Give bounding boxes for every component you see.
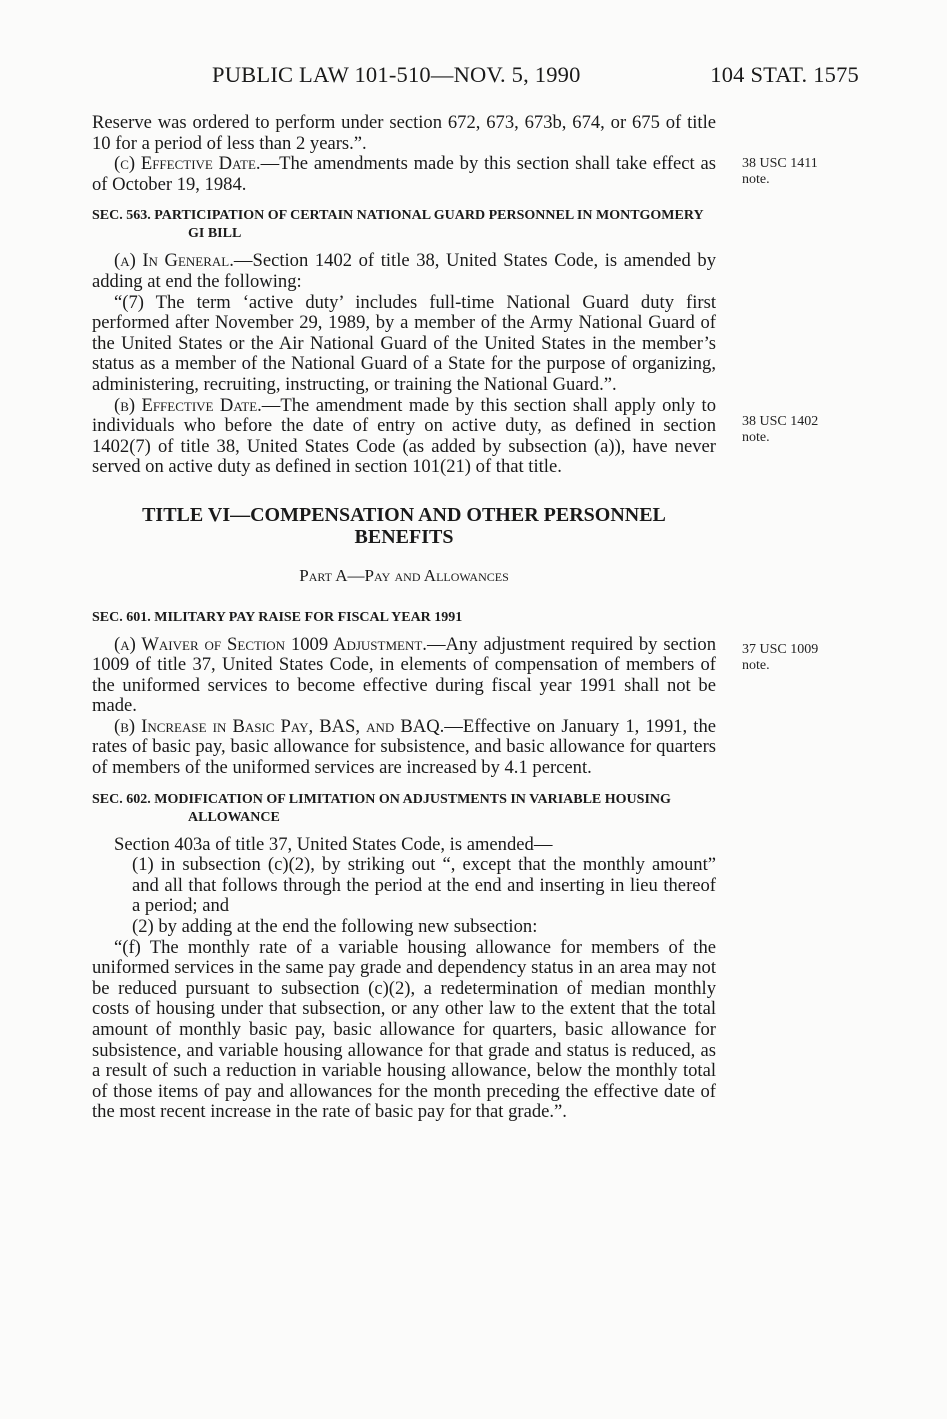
- paragraph-section-403a: Section 403a of title 37, United States Code, is amended—: [114, 833, 553, 855]
- section-heading-563: SEC. 563. PARTICIPATION OF CERTAIN NATIONAL GUARD PERSONNEL IN MONTGOMERY GI BILL: [92, 208, 704, 242]
- page-number: 104 STAT. 1575: [710, 62, 859, 87]
- paragraph-in-general: (a) In General.—Section 1402 of title 38, United States Code, is amended by adding at end the following:: [92, 250, 717, 292]
- paragraph-continuation: Reserve was ordered to perform under section 672, 673, 673b, 674, or 675 of title 10 for a period of less than 2 years.”.: [92, 112, 716, 154]
- main-text: [92, 113, 716, 1123]
- margin-note-1: 38 USC 1411 note.: [742, 156, 818, 187]
- list-item-1: (1) in subsection (c)(2), by striking out “, except that the monthly amount” and all that follows through the period at the end and inserting in lieu thereof a period; and: [132, 854, 716, 917]
- paragraph-waiver: (a) Waiver of Section 1009 Adjustment.—Any adjustment required by section 1009 of title 37, United States Code, in elements of compensation of members of the uniformed services to become effective during fiscal year 1991 shall not be made.: [92, 633, 716, 717]
- title-heading: TITLE VI—COMPENSATION AND OTHER PERSONNEL BENEFITS: [142, 503, 666, 548]
- section-heading-602: SEC. 602. MODIFICATION OF LIMITATION ON ADJUSTMENTS IN VARIABLE HOUSING ALLOWANCE: [92, 791, 671, 825]
- paragraph-quoted-f: “(f) The monthly rate of a variable housing allowance for members of the uniformed services in the same pay grade and dependency status in an area may not be reduced pursuant to subsection (c)(2), a redetermination of median monthly costs of housing under that subsection, or any other law to the extent that the total amount of monthly basic pay, basic allowance for quarters, basic allowance for subsistence, and variable housing allowance for that grade and status is reduced, as a result of such a reduction in variable housing allowance, below the monthly total of those items of pay and allowances for the month preceding the effective date of the most recent increase in the rate of basic pay for that grade.”.: [92, 936, 716, 1123]
- page-header: [212, 62, 859, 92]
- margin-note-3: 37 USC 1009 note.: [742, 642, 819, 673]
- paragraph-effective-date-c: (c) Effective Date.—The amendments made by this section shall take effect as of October 19, 1984.: [92, 153, 716, 195]
- list-item-2: (2) by adding at the end the following new subsection:: [132, 916, 538, 938]
- part-heading: Part A—Pay and Allowances: [299, 565, 509, 585]
- running-head: PUBLIC LAW 101-510—NOV. 5, 1990: [212, 62, 581, 87]
- paragraph-effective-date-b: (b) Effective Date.—The amendment made by this section shall apply only to individuals who before the date of entry on active duty, as defined in section 1402(7) of title 38, United States Code (as added by subsection (a)), have never served on active duty as defined in section 101(21) of that title.: [92, 394, 716, 478]
- section-heading-601: SEC. 601. MILITARY PAY RAISE FOR FISCAL YEAR 1991: [92, 609, 463, 625]
- paragraph-increase: (b) Increase in Basic Pay, BAS, and BAQ.—Effective on January 1, 1991, the rates of basic pay, basic allowance for subsistence, and basic allowance for quarters of members of the uniformed services are increased by 4.1 percent.: [92, 715, 717, 779]
- margin-note-2: 38 USC 1402 note.: [742, 414, 819, 445]
- paragraph-quoted-7: “(7) The term ‘active duty’ includes full-time National Guard duty first performed after November 29, 1989, by a member of the Army National Guard of the United States or the Air National Guard of the United States in the member’s status as a member of the National Guard of a State for the purpose of organizing, administering, recruiting, instructing, or training the National Guard.”.: [92, 291, 716, 395]
